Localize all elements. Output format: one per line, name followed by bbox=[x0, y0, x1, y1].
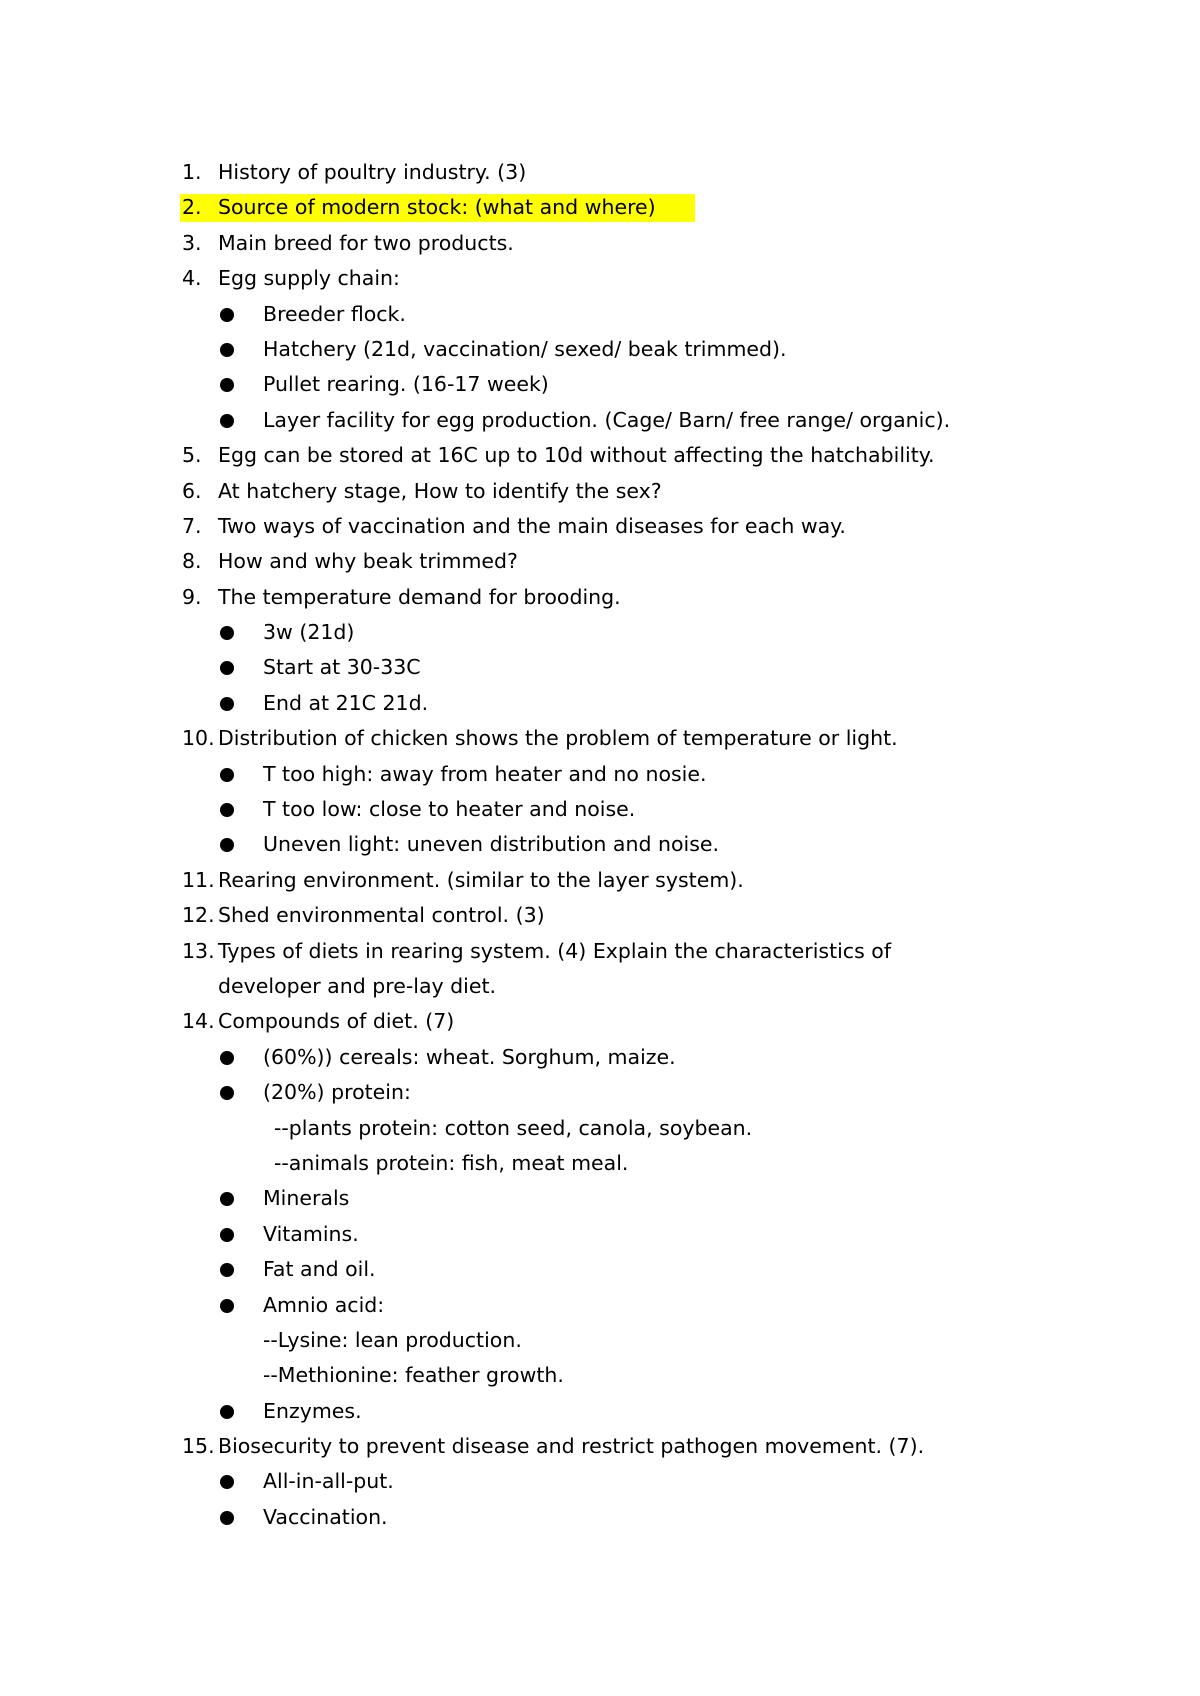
item-number: 10. bbox=[182, 726, 215, 751]
item-text: (60%)) cereals: wheat. Sorghum, maize. bbox=[263, 1044, 676, 1069]
item-text: Types of diets in rearing system. (4) Explain the characteristics of bbox=[218, 938, 892, 963]
sub-item bbox=[0, 1323, 1200, 1358]
bullet-dot-icon bbox=[220, 768, 234, 782]
bullet-dot-icon bbox=[220, 414, 234, 428]
bullet-item bbox=[0, 1252, 1200, 1287]
bullet-dot-icon bbox=[220, 1192, 234, 1206]
item-number: 1. bbox=[182, 160, 202, 184]
bullet-item bbox=[0, 1500, 1200, 1535]
bullet-dot-icon bbox=[220, 1511, 234, 1525]
bullet-dot-icon bbox=[220, 378, 234, 392]
sub-item bbox=[0, 1146, 1200, 1181]
numbered-item bbox=[0, 226, 1200, 261]
bullet-item bbox=[0, 1040, 1200, 1075]
item-text: --Methionine: feather growth. bbox=[263, 1363, 564, 1388]
bullet-dot-icon bbox=[220, 1086, 234, 1100]
bullet-item bbox=[0, 1288, 1200, 1323]
bullet-item bbox=[0, 367, 1200, 402]
item-text: T too low: close to heater and noise. bbox=[263, 797, 636, 822]
bullet-dot-icon bbox=[220, 1051, 234, 1065]
numbered-item bbox=[0, 898, 1200, 933]
item-text: Vaccination. bbox=[263, 1504, 388, 1529]
bullet-dot-icon bbox=[220, 1228, 234, 1242]
numbered-item bbox=[0, 190, 1200, 225]
bullet-item bbox=[0, 297, 1200, 332]
item-text: Fat and oil. bbox=[263, 1257, 376, 1282]
item-text: Minerals bbox=[263, 1186, 350, 1211]
item-text: 3w (21d) bbox=[263, 620, 355, 645]
sub-item bbox=[0, 1111, 1200, 1146]
bullet-dot-icon bbox=[220, 1405, 234, 1419]
bullet-dot-icon bbox=[220, 308, 234, 322]
bullet-item bbox=[0, 757, 1200, 792]
item-text: Source of modern stock: (what and where) bbox=[218, 195, 656, 220]
item-text: Start at 30-33C bbox=[263, 655, 421, 680]
item-text: Biosecurity to prevent disease and restrict pathogen movement. (7). bbox=[218, 1434, 925, 1459]
numbered-item bbox=[0, 474, 1200, 509]
bullet-dot-icon bbox=[220, 1299, 234, 1313]
item-text: developer and pre-lay diet. bbox=[218, 973, 497, 998]
bullet-dot-icon bbox=[220, 803, 234, 817]
item-text: (20%) protein: bbox=[263, 1080, 411, 1105]
bullet-item bbox=[0, 615, 1200, 650]
item-text: --animals protein: fish, meat meal. bbox=[274, 1150, 629, 1175]
item-text: Distribution of chicken shows the problem of temperature or light. bbox=[218, 726, 898, 751]
numbered-item bbox=[0, 261, 1200, 296]
numbered-item bbox=[0, 580, 1200, 615]
bullet-item bbox=[0, 686, 1200, 721]
bullet-dot-icon bbox=[220, 1263, 234, 1277]
numbered-item bbox=[0, 721, 1200, 756]
item-text: Rearing environment. (similar to the layer system). bbox=[218, 867, 744, 892]
item-number: 7. bbox=[182, 513, 202, 538]
item-text: All-in-all-put. bbox=[263, 1469, 394, 1494]
item-text: The temperature demand for brooding. bbox=[218, 584, 621, 609]
bullet-dot-icon bbox=[220, 343, 234, 357]
item-text: History of poultry industry. (3) bbox=[218, 160, 527, 184]
item-number: 2. bbox=[182, 195, 202, 220]
item-number: 6. bbox=[182, 478, 202, 503]
item-text: At hatchery stage, How to identify the sex? bbox=[218, 478, 662, 503]
item-text: Uneven light: uneven distribution and noise. bbox=[263, 832, 720, 857]
item-text: --Lysine: lean production. bbox=[263, 1327, 522, 1352]
item-text: Layer facility for egg production. (Cage/ Barn/ free range/ organic). bbox=[263, 407, 951, 432]
bullet-item bbox=[0, 792, 1200, 827]
item-text: Breeder flock. bbox=[263, 301, 406, 326]
numbered-item bbox=[0, 1429, 1200, 1464]
sub-item bbox=[0, 1358, 1200, 1393]
numbered-item bbox=[0, 544, 1200, 579]
item-number: 5. bbox=[182, 443, 202, 468]
item-text: Hatchery (21d, vaccination/ sexed/ beak trimmed). bbox=[263, 336, 787, 361]
bullet-item bbox=[0, 1394, 1200, 1429]
item-text: Enzymes. bbox=[263, 1398, 362, 1423]
item-text: Two ways of vaccination and the main diseases for each way. bbox=[218, 513, 846, 538]
item-text: Pullet rearing. (16-17 week) bbox=[263, 372, 549, 397]
numbered-item bbox=[0, 509, 1200, 544]
item-number: 3. bbox=[182, 230, 202, 255]
item-number: 4. bbox=[182, 266, 202, 291]
continuation-line bbox=[0, 969, 1200, 1004]
item-text: Shed environmental control. (3) bbox=[218, 903, 545, 928]
bullet-item bbox=[0, 827, 1200, 862]
item-number: 9. bbox=[182, 584, 202, 609]
numbered-item bbox=[0, 934, 1200, 969]
bullet-item bbox=[0, 332, 1200, 367]
bullet-item bbox=[0, 1075, 1200, 1110]
item-number: 14. bbox=[182, 1009, 215, 1034]
numbered-item bbox=[0, 155, 1200, 190]
numbered-item bbox=[0, 863, 1200, 898]
item-text: Egg can be stored at 16C up to 10d without affecting the hatchability. bbox=[218, 443, 935, 468]
item-number: 8. bbox=[182, 549, 202, 574]
bullet-dot-icon bbox=[220, 1475, 234, 1489]
item-number: 11. bbox=[182, 867, 215, 892]
item-number: 12. bbox=[182, 903, 215, 928]
item-number: 15. bbox=[182, 1434, 215, 1459]
bullet-dot-icon bbox=[220, 697, 234, 711]
bullet-item bbox=[0, 1181, 1200, 1216]
numbered-item bbox=[0, 1004, 1200, 1039]
item-text: How and why beak trimmed? bbox=[218, 549, 518, 574]
bullet-item bbox=[0, 403, 1200, 438]
bullet-dot-icon bbox=[220, 626, 234, 640]
item-text: End at 21C 21d. bbox=[263, 690, 429, 715]
item-text: T too high: away from heater and no nosie. bbox=[263, 761, 707, 786]
bullet-item bbox=[0, 650, 1200, 685]
bullet-dot-icon bbox=[220, 838, 234, 852]
item-text: Vitamins. bbox=[263, 1221, 359, 1246]
item-text: Main breed for two products. bbox=[218, 230, 514, 255]
item-text: Compounds of diet. (7) bbox=[218, 1009, 455, 1034]
item-text: --plants protein: cotton seed, canola, soybean. bbox=[274, 1115, 753, 1140]
item-number: 13. bbox=[182, 938, 215, 963]
bullet-item bbox=[0, 1464, 1200, 1499]
item-text: Amnio acid: bbox=[263, 1292, 385, 1317]
numbered-item bbox=[0, 438, 1200, 473]
bullet-dot-icon bbox=[220, 661, 234, 675]
document-body bbox=[0, 155, 1200, 1535]
item-text: Egg supply chain: bbox=[218, 266, 400, 291]
bullet-item bbox=[0, 1217, 1200, 1252]
